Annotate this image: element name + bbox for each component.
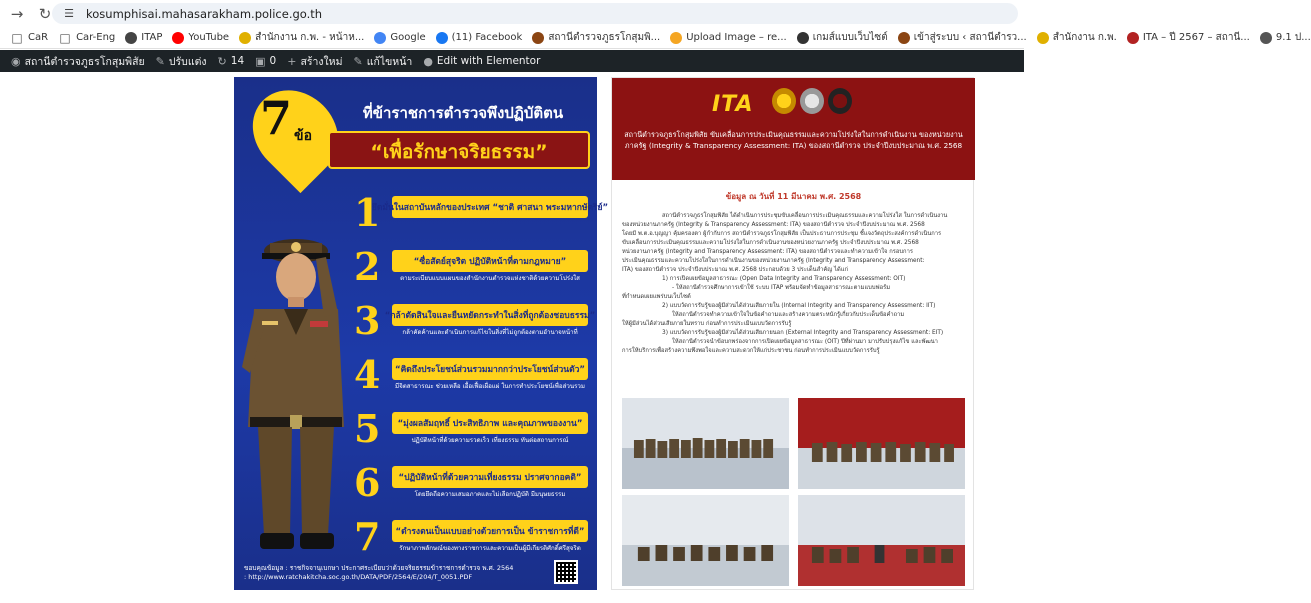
police-icon bbox=[898, 32, 910, 44]
poster-item bbox=[354, 354, 592, 404]
poster-items bbox=[354, 190, 609, 570]
doc-paragraph-line: ขับเคลื่อนการประเมินคุณธรรมและความโปร่งใสในการดำเนินงานของหน่วยงานภาครัฐ ประจำปีงบประมาณ พ.ศ. 2568 bbox=[622, 239, 919, 246]
poster-item-desc: ตามระเบียบแบบแผนของสำนักงานตำรวจแห่งชาติด้วยความโปร่งใส bbox=[400, 275, 580, 282]
bookmark-item[interactable] bbox=[58, 32, 115, 44]
doc-paragraph-line: ให้สถานีตำรวจนำข้อบกพร่องจากการเปิดเผยข้อมูลสาธารณะ (OIT) ปีที่ผ่านมา มาปรับปรุงแก้ไข และพัฒนา bbox=[672, 338, 938, 345]
doc-body bbox=[622, 212, 965, 356]
url-text[interactable]: kosumphisai.mahasarakham.police.go.th bbox=[86, 6, 323, 21]
poster-item-heading: “กล้าตัดสินใจและยืนหยัดกระทำในสิ่งที่ถูกต้องชอบธรรม” bbox=[384, 311, 596, 321]
bookmark-item[interactable] bbox=[797, 30, 888, 45]
poster-item-desc: รักษาภาพลักษณ์ของทางราชการและความเป็นผู้มีเกียรติศักดิ์ศรีสุจริต bbox=[399, 545, 581, 552]
poster-item-number: 3 bbox=[354, 298, 381, 343]
bookmark-label: Car-Eng bbox=[76, 32, 116, 43]
poster-count: 7 bbox=[260, 91, 293, 145]
bookmark-label: YouTube bbox=[188, 32, 230, 43]
folder-icon: □ bbox=[11, 30, 23, 45]
bookmark-label: สำนักงาน ก.พ. - หน้าห... bbox=[255, 32, 365, 43]
globe-icon bbox=[125, 32, 137, 44]
google-icon bbox=[374, 32, 386, 44]
doc-paragraph-line: ของหน่วยงานภาครัฐ (Integrity & Transparency Assessment: ITA) ของสถานีตำรวจ ประจำปีงบประมาณ พ.ศ. 2568 bbox=[622, 221, 925, 228]
police-officer-illustration bbox=[240, 217, 352, 559]
bookmark-item[interactable] bbox=[532, 30, 660, 45]
poster-subtitle: “เพื่อรักษาจริยธรรม” bbox=[370, 141, 548, 163]
pencil-icon: ✎ bbox=[353, 54, 363, 68]
doc-paragraph-line: โดยมี พ.ต.อ.บุญญา คุ้มครองตา ผู้กำกับการ สถานีตำรวจภูธรโกสุมพิสัย เป็นประธานการประชุม ชี้แจงวัตถุประสงค์การดำเนินการ bbox=[622, 230, 942, 237]
poster-item-number: 1 bbox=[354, 190, 381, 235]
poster-item-desc: โดยยึดถือความเสมอภาคและไม่เลือกปฏิบัติ มีมนุษยธรรม bbox=[414, 491, 566, 498]
doc-date: ข้อมูล ณ วันที่ 11 มีนาคม พ.ศ. 2568 bbox=[725, 192, 862, 201]
brush-icon: ✎ bbox=[155, 54, 165, 68]
bookmark-item[interactable] bbox=[670, 32, 786, 44]
admin-comments-link[interactable] bbox=[255, 55, 276, 68]
bookmark-label: เข้าสู่ระบบ ‹ สถานีตำรว... bbox=[913, 32, 1027, 43]
forward-icon[interactable]: → bbox=[10, 4, 24, 23]
doc-paragraph-line: ให้ผู้มีส่วนได้ส่วนเสียภายในทราบ ก่อนทำการประเมินแบบวัดการรับรู้ bbox=[622, 320, 792, 327]
poster-item bbox=[354, 462, 592, 512]
bookmark-item[interactable] bbox=[1037, 30, 1117, 45]
admin-updates-link[interactable] bbox=[218, 55, 245, 68]
bookmark-item[interactable] bbox=[172, 32, 229, 44]
admin-updates-count: 14 bbox=[230, 55, 245, 67]
elementor-icon: ● bbox=[423, 54, 433, 68]
poster-title: ที่ข้าราชการตำรวจพึงปฏิบัติตน bbox=[362, 104, 564, 122]
admin-customize-link[interactable] bbox=[156, 53, 207, 70]
site-info-icon[interactable]: ☰ bbox=[64, 7, 74, 20]
doc-paragraph-line: การให้บริการเพื่อสร้างความพึงพอใจและความสะดวกให้แก่ประชาชน ก่อนทำการประเมินแบบวัดการรับรู้ bbox=[622, 347, 880, 354]
ita-icon bbox=[1127, 32, 1139, 44]
doc-paragraph-line: 3) แบบวัดการรับรู้ของผู้มีส่วนได้ส่วนเสียภายนอก (External Integrity and Transparency Assessment: EIT) bbox=[662, 329, 944, 336]
admin-new-link[interactable] bbox=[287, 53, 342, 70]
bookmark-item[interactable] bbox=[10, 32, 48, 44]
poster-item-box bbox=[392, 358, 588, 380]
bookmark-label: สถานีตำรวจภูธรโกสุมพิ... bbox=[548, 32, 661, 43]
reload-icon[interactable]: ↻ bbox=[38, 4, 52, 23]
meeting-photo-3 bbox=[622, 495, 789, 586]
poster-item-heading: “ปฏิบัติหน้าที่ด้วยความเที่ยงธรรม ปราศจากอคติ” bbox=[398, 473, 582, 483]
poster-item-box bbox=[384, 304, 596, 326]
bookmark-label: ITAP bbox=[141, 32, 163, 43]
poster-item-box bbox=[392, 412, 588, 434]
poster-item-number: 4 bbox=[354, 352, 381, 397]
poster-item-box bbox=[392, 520, 588, 542]
bookmark-label: Upload Image – re... bbox=[686, 32, 787, 43]
browser-toolbar bbox=[0, 0, 1024, 27]
station-emblem-icon bbox=[828, 88, 852, 114]
meeting-photo-1 bbox=[622, 398, 789, 489]
poster-item bbox=[354, 246, 592, 296]
bookmark-item[interactable] bbox=[374, 32, 425, 44]
admin-customize-label: ปรับแต่ง bbox=[168, 55, 207, 68]
bookmark-label: CaR bbox=[28, 32, 49, 43]
ita-logo-text: ITA bbox=[712, 92, 754, 117]
poster-item-heading: “ดำรงตนเป็นแบบอย่างด้วยการเป็น ข้าราชการที่ดี” bbox=[395, 527, 585, 537]
doc-header-title: สถานีตำรวจภูธรโกสุมพิสัย ขับเคลื่อนการประเมินคุณธรรมและความโปร่งใสในการดำเนินงาน ของหน่วยงานภาครัฐ (Integrity & Transparency Assessment: ITA) ของสถานีตำรวจ ประจำปีงบประมาณ พ.ศ. 2568 bbox=[624, 130, 963, 150]
doc-paragraph-line: หน่วยงานภาครัฐ (Integrity and Transparency Assessment: ITA) ของสถานีตำรวจและทำความเข้าใจ กรอบการ bbox=[622, 248, 913, 255]
poster-item-number: 5 bbox=[354, 406, 381, 451]
poster-item bbox=[354, 190, 609, 242]
bookmark-item[interactable] bbox=[436, 32, 523, 44]
poster-footer bbox=[244, 564, 514, 582]
game-icon bbox=[797, 32, 809, 44]
admin-edit-page-link[interactable] bbox=[354, 53, 413, 70]
poster-item bbox=[354, 298, 596, 350]
doc-paragraph-line: ที่กำหนดเผยแพร่บนเว็บไซต์ bbox=[622, 293, 691, 300]
poster-item bbox=[354, 516, 592, 566]
doc-paragraph-line: สถานีตำรวจภูธรโกสุมพิสัย ได้ดำเนินการประชุมขับเคลื่อนการประเมินคุณธรรมและความโปร่งใส ในการดำเนินงาน bbox=[662, 213, 948, 219]
poster-footer-url: : http://www.ratchakitcha.soc.go.th/DATA/PDF/2564/E/204/T_0051.PDF bbox=[244, 573, 473, 582]
admin-new-label: สร้างใหม่ bbox=[300, 55, 343, 68]
doc-paragraph-line: - ให้สถานีตำรวจศึกษาการเข้าใช้ ระบบ ITAP พร้อมจัดทำข้อมูลสาธารณะตามแบบฟอร์ม bbox=[672, 284, 891, 291]
comment-icon: ▣ bbox=[255, 54, 266, 68]
poster-item-desc: มีจิตสาธารณะ ช่วยเหลือ เอื้อเฟื้อเผื่อแผ่ ในการทำประโยชน์เพื่อส่วนรวม bbox=[395, 383, 585, 390]
doc-paragraph-line: 2) แบบวัดการรับรู้ของผู้มีส่วนได้ส่วนเสียภายใน (Internal Integrity and Transparency Assessment: IIT) bbox=[662, 302, 936, 309]
poster-item-box bbox=[371, 196, 609, 218]
admin-edit-label: แก้ไขหน้า bbox=[366, 55, 413, 68]
admin-site-link[interactable] bbox=[11, 53, 145, 70]
updates-icon: ↻ bbox=[217, 54, 227, 68]
poster-item-heading: “ซื่อสัตย์สุจริต ปฏิบัติหน้าที่ตามกฎหมาย” bbox=[413, 257, 567, 267]
meeting-photo-4 bbox=[798, 495, 965, 586]
police-badge-icon bbox=[800, 88, 824, 114]
doc-paragraph-line: ประเมินคุณธรรมและความโปร่งใสในการดำเนินงานของหน่วยงานภาครัฐ (Integrity and Transparency Assessment: bbox=[622, 257, 925, 264]
poster-item-desc: ปฏิบัติหน้าที่ด้วยความรวดเร็ว เที่ยงธรรม ทันต่อสถานการณ์ bbox=[411, 437, 569, 444]
poster-item-number: 2 bbox=[354, 244, 381, 289]
admin-elementor-label: Edit with Elementor bbox=[436, 55, 541, 67]
bookmark-item[interactable] bbox=[1260, 30, 1311, 45]
poster-item-box bbox=[392, 250, 588, 272]
doc-paragraph-line: ให้สถานีตำรวจทำความเข้าใจในข้อคำถามและสร้างความตระหนักรู้เกี่ยวกับประเด็นข้อคำถาม bbox=[672, 311, 905, 318]
ita-logo bbox=[712, 92, 754, 117]
bookmark-item[interactable] bbox=[1127, 30, 1250, 45]
royal-seal-icon bbox=[772, 88, 796, 114]
ocsc-icon bbox=[1037, 32, 1049, 44]
poster-count-unit: ข้อ bbox=[294, 128, 312, 144]
photo-grid bbox=[622, 398, 965, 586]
poster-item-heading: “มุ่งผลสัมฤทธิ์ ประสิทธิภาพ และคุณภาพของงาน” bbox=[397, 419, 583, 429]
wp-admin-bar bbox=[0, 50, 1024, 72]
poster-item-heading: ยึดมั่นในสถาบันหลักของประเทศ “ชาติ ศาสนา พระมหากษัตริย์” bbox=[371, 203, 609, 213]
poster-item bbox=[354, 408, 592, 458]
poster-item-heading: “คิดถึงประโยชน์ส่วนรวมมากกว่าประโยชน์ส่วนตัว” bbox=[395, 365, 585, 375]
bookmark-item[interactable] bbox=[239, 30, 364, 45]
doc-paragraph-line: 1) การเปิดเผยข้อมูลสาธารณะ (Open Data Integrity and Transparency Assessment: OIT) bbox=[662, 275, 906, 282]
admin-site-name: สถานีตำรวจภูธรโกสุมพิสัย bbox=[24, 55, 145, 68]
bookmarks-bar bbox=[0, 27, 1311, 49]
admin-elementor-link[interactable] bbox=[423, 55, 540, 68]
bookmark-item[interactable] bbox=[125, 32, 162, 44]
facebook-icon bbox=[436, 32, 448, 44]
dashboard-icon: ◉ bbox=[11, 54, 21, 68]
bookmark-label: 9.1 ป... bbox=[1275, 32, 1311, 43]
bookmark-item[interactable] bbox=[898, 30, 1027, 45]
folder-icon: □ bbox=[59, 30, 71, 45]
bookmark-label: (11) Facebook bbox=[451, 32, 523, 43]
bookmark-label: ITA – ปี 2567 – สถานี... bbox=[1142, 32, 1250, 43]
admin-comments-count: 0 bbox=[269, 55, 277, 67]
bookmark-label: เกมส์แบบเว็บไซต์ bbox=[812, 32, 888, 43]
police-icon bbox=[532, 32, 544, 44]
plus-icon: + bbox=[287, 54, 297, 68]
youtube-icon bbox=[172, 32, 184, 44]
upload-icon bbox=[670, 32, 682, 44]
poster-footer-source: ขอบคุณข้อมูล : ราชกิจจานุเบกษา ประกาศระเบียบว่าด้วยจริยธรรมข้าราชการตำรวจ พ.ศ. 2564 bbox=[244, 564, 514, 572]
doc-paragraph-line: ITA) ของสถานีตำรวจ ประจำปีงบประมาณ พ.ศ. 2568 ประกอบด้วย 3 ประเด็นสำคัญ ได้แก่ bbox=[622, 266, 848, 273]
address-bar[interactable] bbox=[52, 3, 1018, 24]
qr-code-icon bbox=[554, 560, 578, 584]
poster-item-number: 6 bbox=[354, 460, 381, 505]
ocsc-icon bbox=[239, 32, 251, 44]
doc-header bbox=[612, 78, 975, 180]
bookmark-label: Google bbox=[390, 32, 426, 43]
ita-news-document bbox=[611, 77, 974, 590]
poster-item-desc: กล้าคัดค้านและดำเนินการแก้ไขในสิ่งที่ไม่ถูกต้องตามอำนาจหน้าที่ bbox=[402, 329, 578, 336]
poster-item-number: 7 bbox=[354, 514, 381, 559]
meeting-photo-2 bbox=[798, 398, 965, 489]
poster-item-box bbox=[392, 466, 588, 488]
bookmark-label: สำนักงาน ก.พ. bbox=[1052, 32, 1117, 43]
ethics-poster bbox=[234, 77, 609, 590]
avatar-icon bbox=[1260, 32, 1272, 44]
